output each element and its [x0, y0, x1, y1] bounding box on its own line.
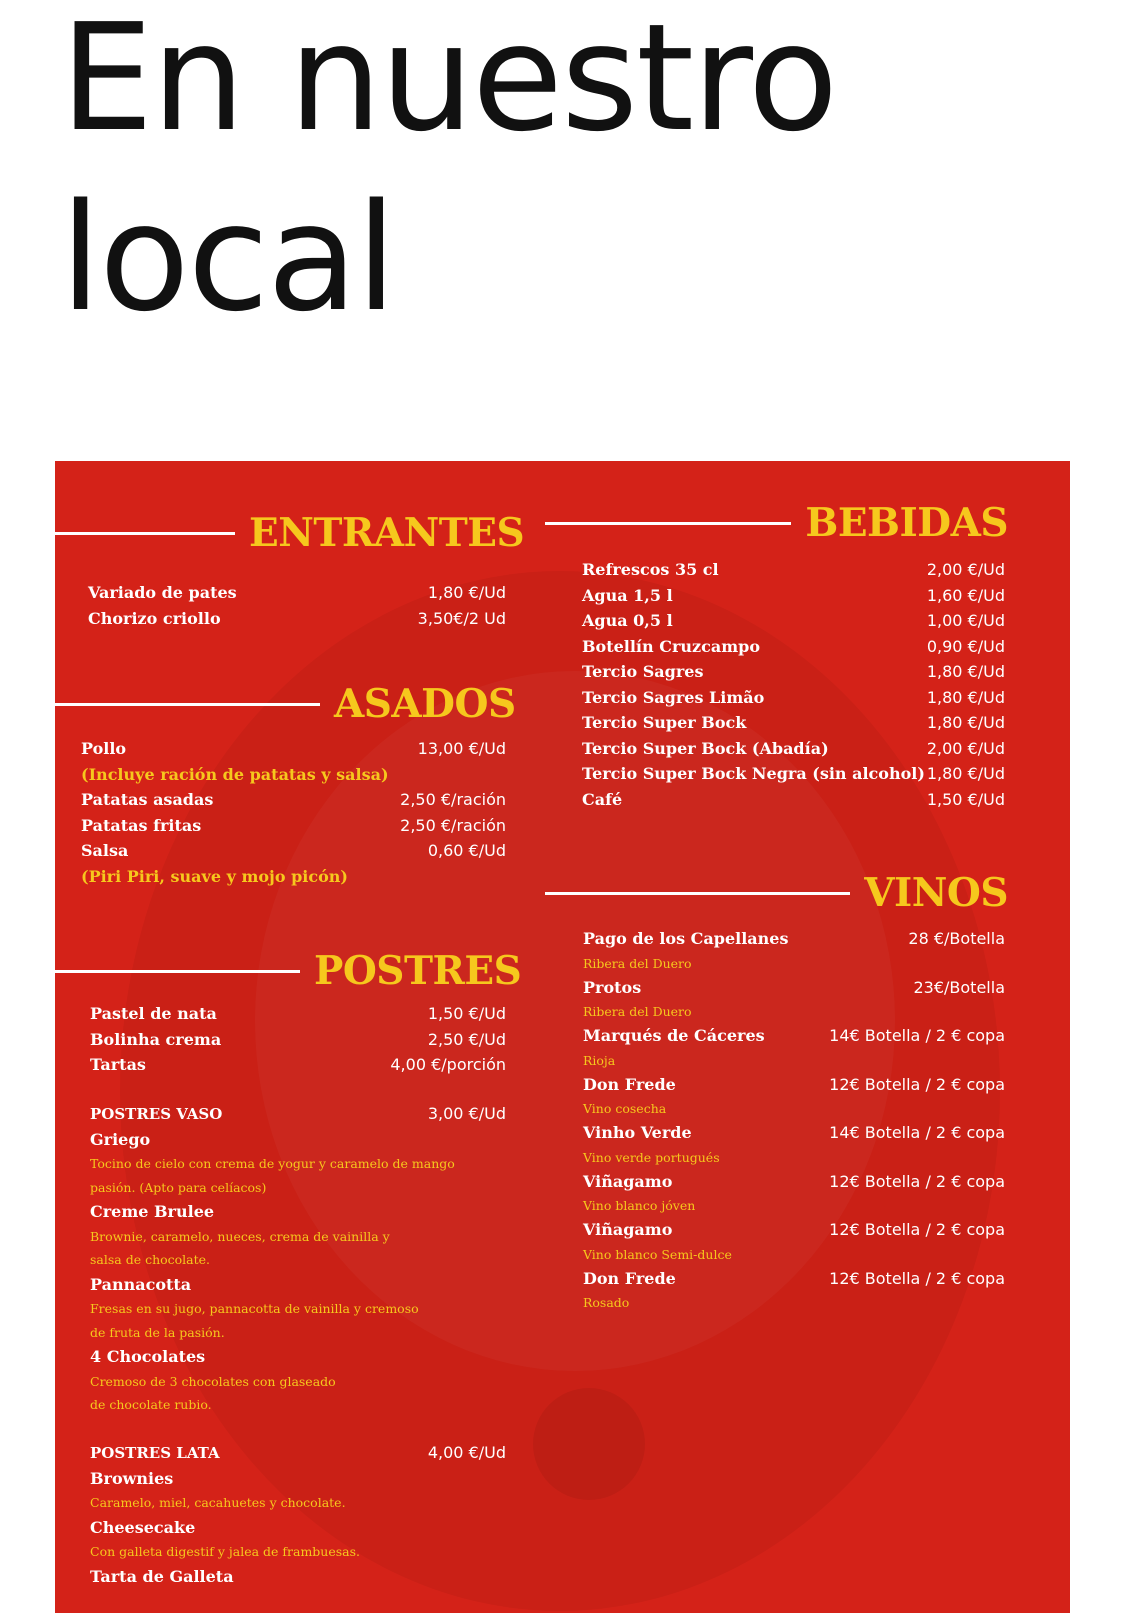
- menu-item: [582, 761, 1005, 787]
- item-name: Tercio Sagres Limão: [582, 687, 765, 707]
- dessert-item: [90, 1515, 506, 1564]
- dessert-name: Creme Brulee: [90, 1202, 215, 1221]
- dessert-desc: Fresas en su jugo, pannacotta de vainilla y cremoso: [90, 1301, 419, 1316]
- menu-item: [582, 634, 1005, 660]
- wine-price: 14€ Botella / 2 € copa: [829, 1026, 1005, 1045]
- wine-name: Marqués de Cáceres: [583, 1026, 765, 1045]
- menu-item: [582, 710, 1005, 736]
- item-name: Agua 0,5 l: [582, 611, 673, 630]
- dessert-desc: Tocino de cielo con crema de yogur y caramelo de mango: [90, 1156, 455, 1171]
- item-name: Chorizo criollo: [88, 608, 221, 628]
- wine-item: [583, 1120, 1005, 1169]
- postres-rule: [55, 970, 300, 973]
- page-title: [60, 0, 836, 348]
- item-name: Patatas fritas: [81, 815, 202, 835]
- entrantes-list: [88, 580, 506, 631]
- item-price: 2,00 €/Ud: [926, 560, 1005, 579]
- menu-item: [582, 557, 1005, 583]
- wine-item: [583, 975, 1005, 1024]
- dessert-item: [90, 1344, 506, 1417]
- dessert-item: [90, 1466, 506, 1515]
- bebidas-rule: [545, 522, 791, 525]
- menu-item: [582, 659, 1005, 685]
- item-price: 2,50 €/Ud: [427, 1029, 506, 1049]
- wine-name: Don Frede: [583, 1074, 676, 1094]
- entrantes-rule: [55, 532, 235, 535]
- menu-item: [582, 608, 1005, 634]
- vinos-rule: [545, 892, 850, 895]
- dessert-desc: Caramelo, miel, cacahuetes y chocolate.: [90, 1495, 346, 1510]
- item-name: Pollo: [81, 739, 127, 758]
- postres-lata-title: POSTRES LATA: [90, 1443, 220, 1462]
- menu-item: [582, 736, 1005, 762]
- wine-desc: Ribera del Duero: [583, 1004, 692, 1019]
- postres-header: [55, 949, 525, 993]
- dessert-desc: Cremoso de 3 chocolates con glaseado: [90, 1373, 336, 1389]
- wine-desc: Vino blanco jóven: [583, 1198, 696, 1213]
- wine-price: 23€/Botella: [913, 977, 1005, 997]
- dessert-name: 4 Chocolates: [90, 1347, 206, 1366]
- wine-desc: Rosado: [583, 1295, 630, 1310]
- menu-item: [88, 606, 506, 632]
- bebidas-header: [545, 501, 1008, 545]
- item-name: Agua 1,5 l: [582, 585, 673, 605]
- item-price: 1,80 €/Ud: [926, 713, 1005, 732]
- wine-name: Viñagamo: [583, 1171, 673, 1191]
- menu-item: [81, 838, 506, 864]
- wine-item: [583, 926, 1005, 975]
- dessert-desc: de fruta de la pasión.: [90, 1324, 225, 1340]
- menu-item: [81, 813, 506, 839]
- dessert-name: Pannacotta: [90, 1274, 192, 1294]
- menu-item: [81, 736, 506, 762]
- item-price: 13,00 €/Ud: [417, 739, 506, 758]
- menu-item: [88, 580, 506, 606]
- bebidas-list: [582, 557, 1005, 812]
- wine-name: Viñagamo: [583, 1220, 673, 1239]
- item-note: (Incluye ración de patatas y salsa): [81, 764, 389, 784]
- wine-desc: Vino blanco Semi-dulce: [583, 1246, 732, 1262]
- vinos-title: VINOS: [864, 870, 1008, 916]
- postres-vaso-price: 3,00 €/Ud: [427, 1103, 506, 1123]
- menu-item: [582, 583, 1005, 609]
- item-price: 2,00 €/Ud: [926, 738, 1005, 758]
- item-note: (Piri Piri, suave y mojo picón): [81, 866, 348, 886]
- wine-name: Pago de los Capellanes: [583, 929, 789, 948]
- wine-name: Vinho Verde: [583, 1123, 692, 1142]
- dessert-name: Brownies: [90, 1468, 174, 1488]
- item-price: 1,50 €/Ud: [427, 1004, 506, 1023]
- wine-desc: Rioja: [583, 1052, 616, 1068]
- item-name: Botellín Cruzcampo: [582, 636, 760, 656]
- item-name: Tercio Super Bock (Abadía): [582, 738, 829, 758]
- item-price: 1,60 €/Ud: [926, 585, 1005, 605]
- menu-image: [55, 461, 1070, 1613]
- postres-list: [90, 1001, 506, 1589]
- page-title-line1: En nuestro: [60, 0, 837, 164]
- menu-item: [90, 1027, 506, 1053]
- menu-item: [582, 685, 1005, 711]
- wine-price: 28 €/Botella: [908, 929, 1005, 948]
- entrantes-title: ENTRANTES: [249, 510, 525, 556]
- bebidas-title: BEBIDAS: [805, 500, 1008, 546]
- item-name: Refrescos 35 cl: [582, 560, 719, 579]
- item-price: 0,90 €/Ud: [926, 636, 1005, 656]
- dessert-desc: de chocolate rubio.: [90, 1397, 212, 1412]
- wine-item: [583, 1217, 1005, 1266]
- vinos-list: [583, 926, 1005, 1314]
- item-price: 1,50 €/Ud: [926, 789, 1005, 809]
- menu-item: [582, 787, 1005, 813]
- item-price: 1,80 €/Ud: [926, 764, 1005, 783]
- item-price: 1,80 €/Ud: [427, 583, 506, 602]
- page-title-line2: local: [60, 172, 395, 344]
- wine-price: 14€ Botella / 2 € copa: [829, 1123, 1005, 1142]
- item-name: Tercio Super Bock: [582, 713, 747, 732]
- item-price: 4,00 €/porción: [390, 1055, 506, 1074]
- dessert-item: [90, 1127, 506, 1200]
- menu-item: [90, 1001, 506, 1027]
- dessert-name: Cheesecake: [90, 1517, 196, 1537]
- wine-item: [583, 1023, 1005, 1072]
- dessert-item: [90, 1199, 506, 1272]
- item-name: Salsa: [81, 841, 129, 860]
- menu-item: [90, 1052, 506, 1078]
- entrantes-header: [55, 511, 525, 555]
- wine-price: 12€ Botella / 2 € copa: [829, 1268, 1005, 1288]
- asados-list: [81, 736, 506, 889]
- postres-lata-header: [90, 1440, 506, 1466]
- postres-title: POSTRES: [314, 948, 522, 994]
- item-name: Café: [582, 789, 623, 809]
- item-name: Variado de pates: [88, 583, 237, 602]
- wine-item: [583, 1072, 1005, 1121]
- wine-item: [583, 1169, 1005, 1218]
- asados-title: ASADOS: [334, 681, 516, 727]
- menu-item: [81, 787, 506, 813]
- item-name: Tercio Super Bock Negra (sin alcohol): [582, 764, 925, 783]
- item-name: Patatas asadas: [81, 790, 214, 809]
- item-price: 2,50 €/ración: [400, 815, 506, 835]
- asados-rule: [55, 703, 320, 706]
- wine-desc: Vino cosecha: [583, 1101, 667, 1116]
- dessert-item: [90, 1564, 506, 1590]
- dessert-desc: salsa de chocolate.: [90, 1252, 211, 1267]
- wine-name: Don Frede: [583, 1268, 676, 1288]
- dessert-name: Griego: [90, 1129, 151, 1149]
- wine-name: Protos: [583, 977, 642, 997]
- item-price: 2,50 €/ración: [400, 790, 506, 809]
- dessert-desc: pasión. (Apto para celíacos): [90, 1179, 267, 1195]
- postres-vaso-header: [90, 1101, 506, 1127]
- wine-price: 12€ Botella / 2 € copa: [829, 1074, 1005, 1094]
- asados-header: [55, 682, 525, 726]
- item-price: 0,60 €/Ud: [427, 841, 506, 860]
- item-price: 1,80 €/Ud: [926, 687, 1005, 707]
- wine-price: 12€ Botella / 2 € copa: [829, 1171, 1005, 1191]
- wine-price: 12€ Botella / 2 € copa: [829, 1220, 1005, 1239]
- item-name: Tercio Sagres: [582, 662, 704, 681]
- item-price: 1,00 €/Ud: [926, 611, 1005, 630]
- wine-desc: Ribera del Duero: [583, 955, 692, 971]
- dessert-name: Tarta de Galleta: [90, 1566, 234, 1586]
- item-name: Tartas: [90, 1055, 146, 1074]
- item-price: 3,50€/2 Ud: [417, 608, 506, 628]
- item-name: Pastel de nata: [90, 1004, 217, 1023]
- postres-vaso-title: POSTRES VASO: [90, 1104, 223, 1123]
- dessert-item: [90, 1272, 506, 1345]
- background-logo-dot: [533, 1388, 645, 1500]
- item-price: 1,80 €/Ud: [926, 662, 1005, 681]
- wine-desc: Vino verde portugués: [583, 1149, 720, 1165]
- dessert-desc: Brownie, caramelo, nueces, crema de vainilla y: [90, 1228, 390, 1244]
- postres-lata-price: 4,00 €/Ud: [427, 1442, 506, 1462]
- dessert-desc: Con galleta digestif y jalea de frambuesas.: [90, 1544, 361, 1559]
- item-name: Bolinha crema: [90, 1029, 222, 1049]
- wine-item: [583, 1266, 1005, 1315]
- vinos-header: [545, 871, 1008, 915]
